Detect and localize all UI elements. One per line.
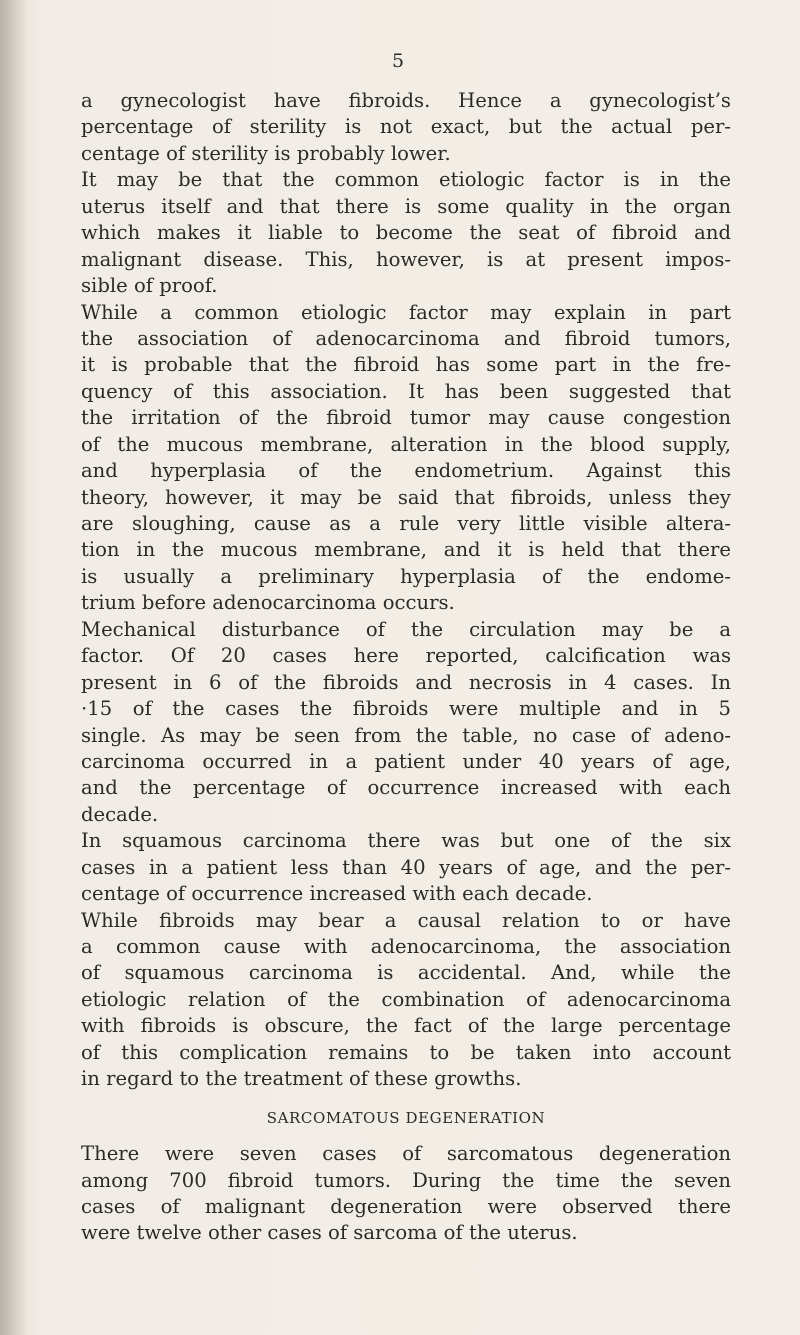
text-line: Mechanical disturbance of the circulation may be a [81,617,731,641]
text-line: There were seven cases of sarcomatous degeneration [81,1142,731,1166]
text-line: the association of adenocarcinoma and fibroid tumors, [81,326,731,350]
text-line: and the percentage of occurrence increased with each [81,776,731,800]
text-line: sible of proof. [81,274,218,298]
text-line: cases in a patient less than 40 years of age, and the per- [81,855,731,879]
text-line: It may be that the common etiologic factor is in the [81,168,731,192]
text-line: decade. [81,802,159,826]
text-line: theory, however, it may be said that fibroids, unless they [81,485,731,509]
text-line: in regard to the treatment of these growths. [81,1067,522,1091]
text-line: In squamous carcinoma there was but one of the six [81,829,731,853]
text-line: and hyperplasia of the endometrium. Against this [81,459,731,483]
text-line: uterus itself and that there is some quality in the organ [81,194,731,218]
text-line: are sloughing, cause as a rule very little visible altera- [81,512,731,535]
text-line: quency of this association. It has been suggested that [81,379,731,403]
text-line: a common cause with adenocarcinoma, the association [81,935,731,958]
text-line: which makes it liable to become the seat of fibroid and [81,221,731,245]
text-line: trium before adenocarcinoma occurs. [81,591,455,615]
text-line: While a common etiologic factor may explain in part [81,300,731,324]
section-heading: SARCOMATOUS DEGENERATION [266,1108,546,1127]
text-line: While fibroids may bear a causal relation to or have [81,908,731,932]
text-line: percentage of sterility is not exact, but the actual per- [81,115,731,139]
text-line: the irritation of the fibroid tumor may cause congestion [81,406,731,430]
text-line: carcinoma occurred in a patient under 40 years of age, [81,749,731,773]
text-line: etiologic relation of the combination of adenocarcinoma [81,987,731,1011]
text-line: single. As may be seen from the table, no case of adeno- [81,723,731,747]
text-line: among 700 fibroid tumors. During the time the seven [81,1168,731,1192]
text-line: factor. Of 20 cases here reported, calcification was [81,644,731,668]
page-edge-shadow [0,0,28,1335]
text-line: centage of occurrence increased with each decade. [81,882,593,906]
text-line: of the mucous membrane, alteration in the blood supply, [81,432,731,456]
text-line: centage of sterility is probably lower. [81,141,451,165]
body-text [81,88,731,1247]
text-line: cases of malignant degeneration were observed there [81,1194,731,1218]
text-line: were twelve other cases of sarcoma of the uterus. [81,1221,578,1245]
text-line: of squamous carcinoma is accidental. And, while the [81,961,731,985]
text-line: a gynecologist have fibroids. Hence a gynecologist’s [81,89,731,112]
text-line: tion in the mucous membrane, and it is held that there [81,538,731,562]
text-line: it is probable that the fibroid has some part in the fre- [81,353,731,377]
text-line: ·15 of the cases the fibroids were multiple and in 5 [81,697,731,721]
page-number: 5 [392,50,405,72]
text-line: of this complication remains to be taken into account [81,1040,731,1064]
text-line: with fibroids is obscure, the fact of the large percentage [81,1014,731,1038]
text-line: malignant disease. This, however, is at present impos- [81,247,731,271]
text-line: is usually a preliminary hyperplasia of the endome- [81,564,731,588]
text-line: present in 6 of the fibroids and necrosis in 4 cases. In [81,670,731,694]
